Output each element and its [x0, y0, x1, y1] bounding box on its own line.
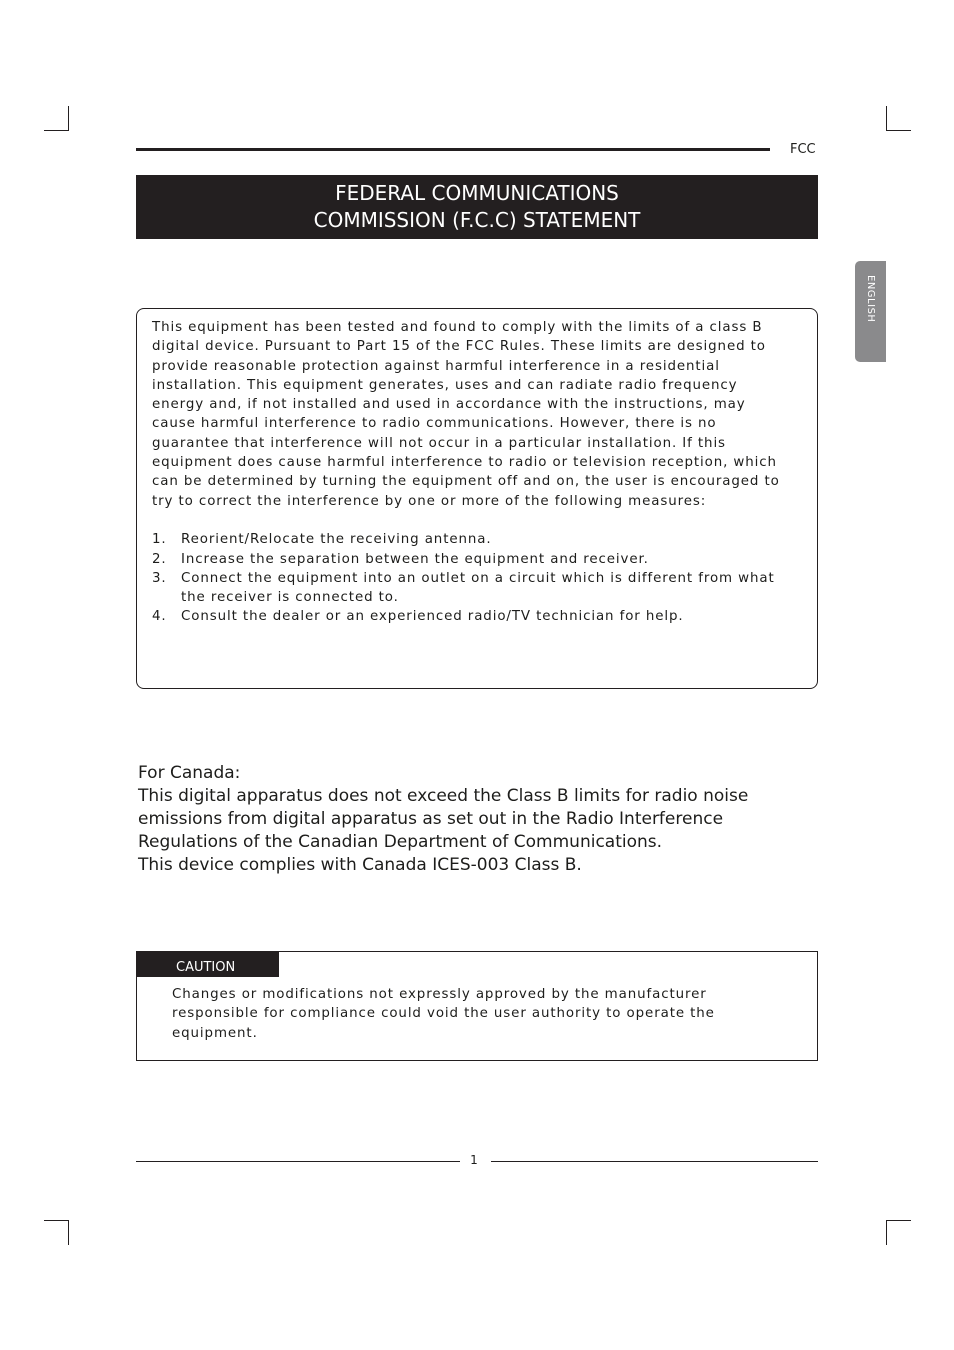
page-title-line-1: FEDERAL COMMUNICATIONS [335, 181, 619, 205]
canada-line: This device complies with Canada ICES-003 Class B. [138, 855, 582, 875]
crop-mark-top-left-h [44, 130, 69, 131]
caution-label: CAUTION [136, 951, 279, 977]
list-item: 3. Connect the equipment into an outlet on a circuit which is different from what the receiver is connected to. [152, 570, 775, 606]
canada-heading: For Canada: [138, 763, 241, 783]
canada-line: Regulations of the Canadian Department of Communications. [138, 832, 663, 852]
footer-rule-left [136, 1161, 460, 1162]
statement-paragraph: This equipment has been tested and found to comply with the limits of a class B digital device. Pursuant to Part 15 of the FCC Rules. These limits are designed to provide reasonable protection against harmful interference in a residential installation. This equipment generates, uses and can radiate radio frequency energy and, if not installed and used in accordance with the instructions, may cause harmful interference to radio communications. However, there is no guarantee that interference will not occur in a particular installation. If this equipment does cause harmful interference to radio or television reception, which can be determined by turning the equipment off and on, the user is encouraged to try to correct the interference by one or more of the following measures: [152, 320, 780, 509]
canada-statement [138, 762, 818, 877]
page-number: 1 [470, 1153, 478, 1167]
page-title-line-2: COMMISSION (F.C.C) STATEMENT [313, 208, 641, 232]
footer-rule-right [491, 1161, 818, 1162]
header-rule [136, 148, 770, 151]
crop-mark-top-right-v [886, 106, 887, 131]
list-item: 2. Increase the separation between the equipment and receiver. [152, 551, 649, 567]
page-title [136, 175, 818, 239]
crop-mark-top-left-v [68, 106, 69, 131]
crop-mark-bottom-left-v [68, 1220, 69, 1245]
measures-list [152, 530, 792, 626]
canada-line: This digital apparatus does not exceed the Class B limits for radio noise [138, 786, 749, 806]
crop-mark-bottom-right-h [886, 1220, 911, 1221]
statement-text [152, 318, 792, 627]
crop-mark-top-right-h [886, 130, 911, 131]
list-item: 1. Reorient/Relocate the receiving antenna. [152, 532, 492, 548]
canada-line: emissions from digital apparatus as set out in the Radio Interference [138, 809, 724, 829]
language-tab-label: ENGLISH [865, 275, 876, 323]
crop-mark-bottom-right-v [886, 1220, 887, 1245]
section-label: FCC [790, 142, 816, 157]
caution-text: Changes or modifications not expressly approved by the manufacturer responsible for compliance could void the user authority to operate the equipment. [172, 987, 715, 1041]
crop-mark-bottom-left-h [44, 1220, 69, 1221]
language-tab [855, 261, 886, 362]
list-item: 4. Consult the dealer or an experienced radio/TV technician for help. [152, 609, 684, 625]
